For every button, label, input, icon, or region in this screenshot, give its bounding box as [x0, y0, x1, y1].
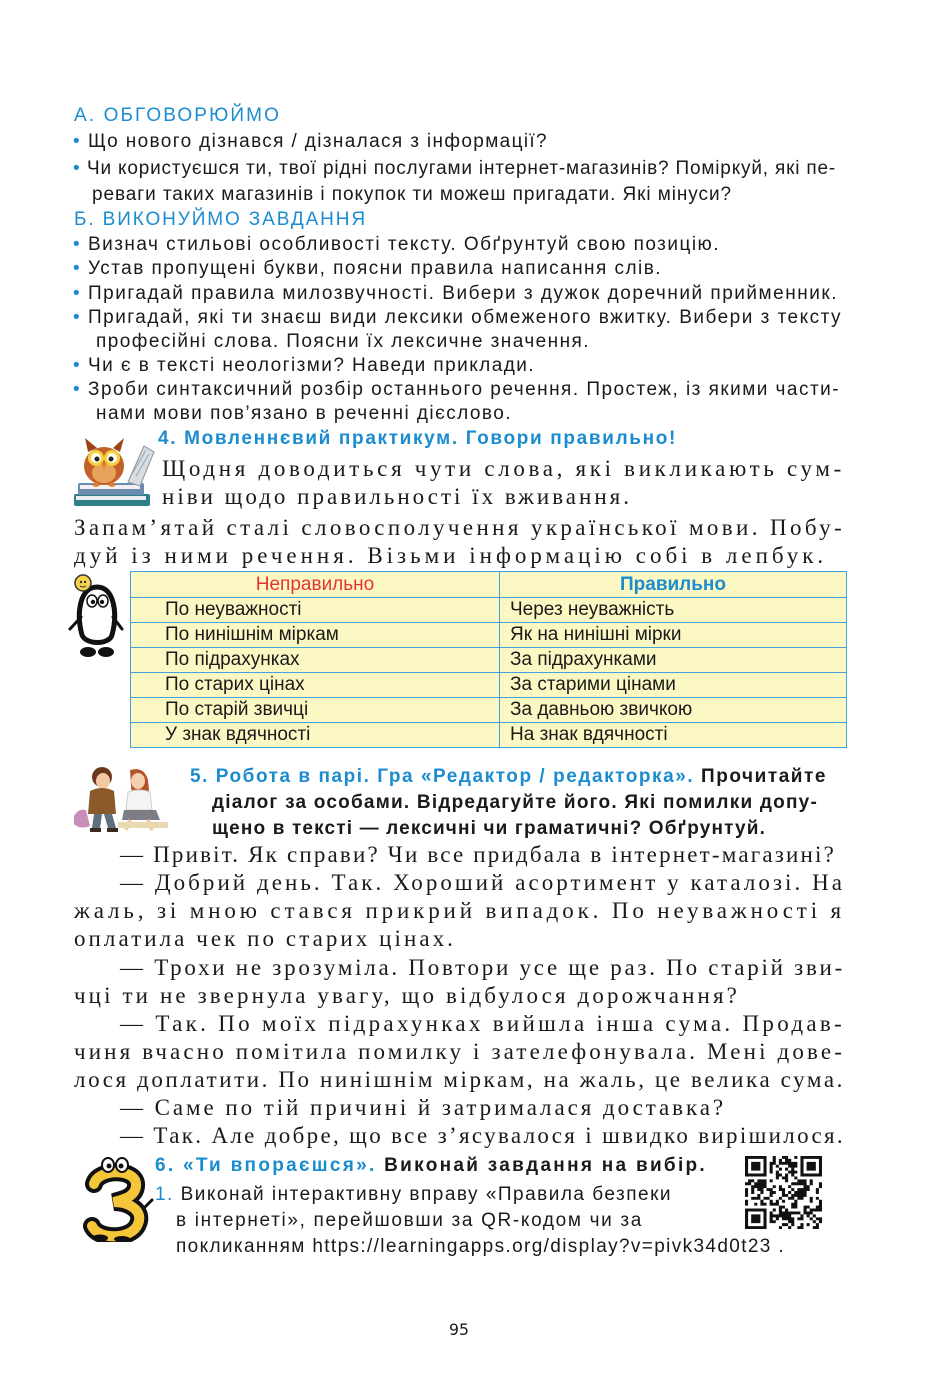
section-b-item-2: Устав пропущені букви, поясни правила написання слів. [88, 258, 662, 279]
cell-right: На знак вдячності [500, 723, 847, 748]
cell-right: Через неуважність [500, 598, 847, 623]
task5-instruction-start: Прочитайте [701, 766, 828, 787]
pair-of-kids-icon [72, 764, 172, 834]
section-b-item-1: Визнач стильові особливості тексту. Обґрунтуй свою позицію. [88, 234, 720, 255]
section-b-item-6-line-2: нами мови пов’язано в реченні дієслово. [96, 403, 512, 424]
dialog-line: чці ти не звернула увагу, що відбулося дорожчання? [74, 983, 740, 1008]
table-row [131, 623, 847, 648]
task4-heading: 4. Мовленнєвий практикум. Говори правильно! [158, 428, 677, 449]
task4-text-line-3: Запам’ятай сталі словосполучення української мови. Побу- [74, 515, 845, 540]
task5-heading-line [190, 766, 827, 788]
dialog-line: — Трохи не зрозуміла. Повтори усе ще раз. По старій зви- [120, 955, 845, 980]
cell-wrong: По підрахунках [131, 648, 500, 673]
qr-code-icon [745, 1156, 822, 1229]
table-row [131, 598, 847, 623]
task6-item-number: 1. [155, 1184, 174, 1205]
task5-instruction-line-2: діалог за особами. Відредагуйте його. Які помилки допу- [212, 792, 818, 813]
bullet: • [73, 379, 80, 400]
table-row [131, 698, 847, 723]
dialog-line: жаль, зі мною стався прикрий випадок. По неуважності я [74, 898, 845, 923]
cell-wrong: У знак вдячності [131, 723, 500, 748]
dialog-line: чиня вчасно помітила помилку і зателефонувала. Мені дове- [74, 1039, 845, 1064]
task5-instruction-line-3: щено в тексті — лексичні чи граматичні? Обґрунтуй. [212, 818, 766, 839]
task5-heading: 5. Робота в парі. Гра «Редактор / редакторка». [190, 766, 695, 787]
dialog-line: — Добрий день. Так. Хороший асортимент у каталозі. На [120, 870, 845, 895]
cell-right: За давньою звичкою [500, 698, 847, 723]
bullet: • [73, 283, 80, 304]
table-row [131, 673, 847, 698]
section-b-item-5: Чи є в тексті неологізми? Наведи приклади. [88, 355, 535, 376]
task4-text-line-1: Щодня доводиться чути слова, які викликають сум- [162, 456, 845, 481]
cell-wrong: По старій звичці [131, 698, 500, 723]
bullet: • [73, 258, 80, 279]
owl-on-books-icon [70, 430, 156, 510]
bullet: • [73, 131, 80, 152]
task4-text-line-4: дуй із ними речення. Візьми інформацію собі в лепбук. [74, 543, 828, 568]
dialog-line: — Привіт. Як справи? Чи все придбала в інтернет-магазині? [120, 842, 836, 867]
task6-instruction: Виконай завдання на вибір. [384, 1155, 708, 1176]
cell-wrong: По старих цінах [131, 673, 500, 698]
task6-heading: 6. «Ти впораєшся». [155, 1155, 377, 1176]
task6-item-line-3: покликанням https://learningapps.org/display?v=pivk34d0t23 . [176, 1236, 785, 1257]
task6-item-text: Виконай інтерактивну вправу «Правила безпеки [180, 1184, 673, 1205]
cell-right: Як на нинішні мірки [500, 623, 847, 648]
section-b-item-3: Пригадай правила милозвучності. Вибери з дужок доречний прийменник. [88, 283, 838, 304]
table-row [131, 648, 847, 673]
section-a-heading: А. ОБГОВОРЮЙМО [74, 105, 281, 126]
cell-right: За підрахунками [500, 648, 847, 673]
table-header-row [131, 572, 847, 598]
section-b-item-6-line-1: Зроби синтаксичний розбір останнього речення. Простеж, із якими части- [88, 379, 840, 400]
phrases-table [130, 571, 847, 748]
dialog-line: — Саме по тій причині й затрималася доставка? [120, 1095, 726, 1120]
dialog-line: оплатила чек по старих цінах. [74, 926, 456, 951]
section-a-item-2-line-1: Чи користуєшся ти, твої рідні послугами інтернет-магазинів? Поміркуй, які пе- [87, 158, 836, 179]
task6-heading-line [155, 1155, 707, 1177]
task4-text-line-2: ніви щодо правильності їх вживання. [162, 484, 632, 509]
dialog-line: — Так. Але добре, що все з’ясувалося і швидко вирішилося. [120, 1123, 845, 1148]
header-wrong: Неправильно [131, 572, 500, 598]
bullet: • [73, 307, 80, 328]
section-b-item-4-line-2: професійні слова. Поясни їх лексичне значення. [96, 331, 590, 352]
task6-item-line-2: в інтернеті», перейшовши за QR-кодом чи за [176, 1210, 643, 1231]
dialog-line: лося доплатити. По нинішнім міркам, на жаль, це велика сума. [74, 1067, 845, 1092]
cell-wrong: По нинішнім міркам [131, 623, 500, 648]
exclamation-character-icon [64, 573, 128, 659]
section-b-heading: Б. ВИКОНУЙМО ЗАВДАННЯ [74, 209, 367, 230]
bullet: • [73, 158, 80, 179]
section-a-item-1: Що нового дізнався / дізналася з інформації? [88, 131, 548, 152]
bullet: • [73, 234, 80, 255]
section-a-item-2-line-2: реваги таких магазинів і покупок ти можеш пригадати. Які мінуси? [92, 184, 732, 205]
number-three-character-icon [78, 1156, 154, 1242]
section-b-item-4-line-1: Пригадай, які ти знаєш види лексики обмеженого вжитку. Вибери з тексту [88, 307, 842, 328]
header-right: Правильно [500, 572, 847, 598]
cell-right: За старими цінами [500, 673, 847, 698]
cell-wrong: По неуважності [131, 598, 500, 623]
page-number: 95 [449, 1320, 469, 1339]
dialog-line: — Так. По моїх підрахунках вийшла інша сума. Продав- [120, 1011, 845, 1036]
bullet: • [73, 355, 80, 376]
table-row [131, 723, 847, 748]
task6-item-line-1 [155, 1184, 672, 1206]
